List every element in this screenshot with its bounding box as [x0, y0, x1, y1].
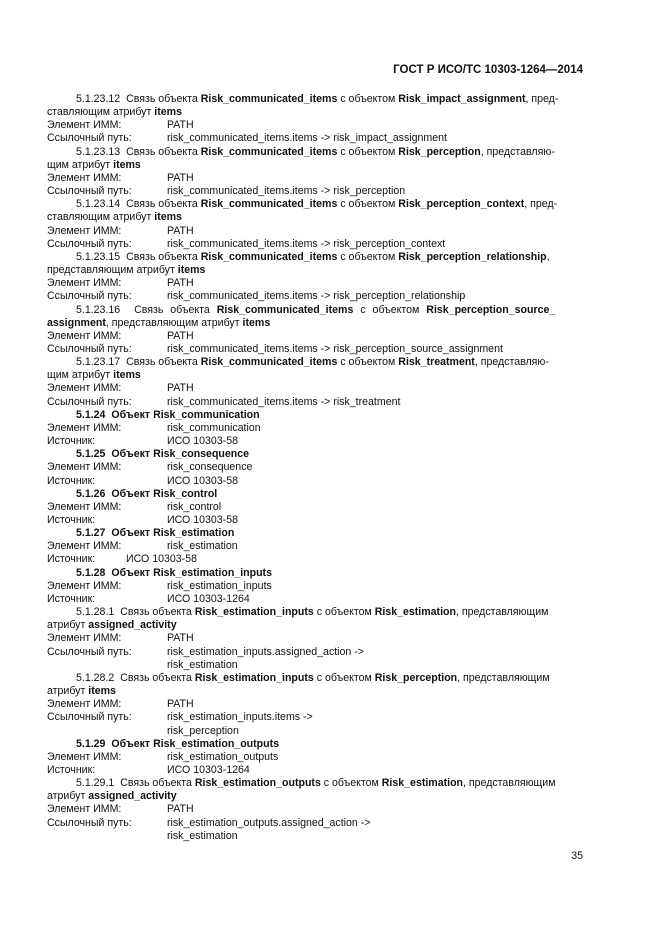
elem-row: Элемент ИММ: risk_communication — [47, 421, 261, 434]
object-heading: 5.1.27 Объект Risk_estimation — [76, 527, 235, 540]
section-heading-cont: атрибут assigned_activity — [47, 619, 177, 632]
elem-row: Элемент ИММ: risk_estimation_outputs — [47, 750, 279, 763]
ref-row-cont: risk_estimation — [167, 829, 238, 842]
section-heading-cont: представляющим атрибут items — [47, 264, 206, 277]
ref-row: Ссылочный путь: risk_communicated_items.items -> risk_treatment — [47, 395, 401, 408]
source-row: Источник: ИСО 10303-58 — [47, 435, 238, 448]
ref-row-cont: risk_estimation — [167, 658, 238, 671]
section-heading: 5.1.23.16 Связь объекта Risk_communicated_items с объектом Risk_perception_source_ — [76, 303, 556, 316]
elem-row: Элемент ИММ: PATH — [47, 277, 194, 290]
object-heading: 5.1.25 Объект Risk_consequence — [76, 448, 250, 461]
ref-row: Ссылочный путь: risk_estimation_inputs.items -> — [47, 711, 313, 724]
ref-row: Ссылочный путь: risk_communicated_items.items -> risk_perception_relationship — [47, 290, 466, 303]
elem-row: Элемент ИММ: PATH — [47, 698, 194, 711]
elem-row: Элемент ИММ: risk_estimation_inputs — [47, 579, 272, 592]
elem-row: Элемент ИММ: PATH — [47, 632, 194, 645]
source-row: Источник: ИСО 10303-58 — [47, 514, 238, 526]
elem-row: Элемент ИММ: PATH — [47, 803, 194, 816]
section-heading-cont: assignment, представляющим атрибут items — [47, 316, 271, 329]
elem-row: Элемент ИММ: risk_control — [47, 500, 222, 513]
section-heading: 5.1.23.14 Связь объекта Risk_communicated_items с объектом Risk_perception_context, пред- — [76, 198, 558, 211]
section-heading: 5.1.23.15 Связь объекта Risk_communicated_items с объектом Risk_perception_relationship, — [76, 250, 550, 263]
section-heading-cont: атрибут items — [47, 685, 116, 698]
section-heading: 5.1.23.12 Связь объекта Risk_communicated_items с объектом Risk_impact_assignment, пред- — [76, 93, 559, 105]
ref-row: Ссылочный путь: risk_communicated_items.items -> risk_impact_assignment — [47, 132, 447, 145]
object-heading: 5.1.26 Объект Risk_control — [76, 487, 218, 500]
elem-row: Элемент ИММ: risk_estimation — [47, 540, 238, 553]
elem-row: Элемент ИММ: PATH — [47, 329, 194, 342]
section-heading: 5.1.23.13 Связь объекта Risk_communicated_items с объектом Risk_perception, представляю- — [76, 145, 555, 158]
section-heading-cont: щим атрибут items — [47, 369, 141, 382]
elem-row: Элемент ИММ: risk_consequence — [47, 461, 253, 474]
section-heading-cont: атрибут assigned_activity — [47, 790, 177, 803]
document-body — [47, 93, 584, 843]
section-heading: 5.1.29.1 Связь объекта Risk_estimation_outputs с объектом Risk_estimation, представляющим — [76, 777, 556, 790]
elem-row: Элемент ИММ: PATH — [47, 119, 194, 132]
page-number: 35 — [571, 850, 583, 862]
ref-row: Ссылочный путь: risk_communicated_items.items -> risk_perception_source_assignment — [47, 342, 503, 355]
elem-row: Элемент ИММ: PATH — [47, 224, 194, 237]
source-row: Источник: ИСО 10303-1264 — [47, 592, 250, 605]
elem-row: Элемент ИММ: PATH — [47, 382, 194, 395]
ref-row: Ссылочный путь: risk_estimation_inputs.assigned_action -> — [47, 645, 364, 658]
section-heading-cont: ставляющим атрибут items — [47, 211, 182, 224]
ref-row: Ссылочный путь: risk_estimation_outputs.assigned_action -> — [47, 816, 371, 829]
source-row: Источник: ИСО 10303-1264 — [47, 763, 250, 776]
object-heading: 5.1.24 Объект Risk_communication — [76, 408, 260, 421]
source-row: Источник: ИСО 10303-58 — [47, 553, 197, 566]
ref-row: Ссылочный путь: risk_communicated_items.items -> risk_perception — [47, 185, 406, 198]
section-heading: 5.1.23.17 Связь объекта Risk_communicated_items с объектом Risk_treatment, представляю- — [76, 356, 549, 369]
source-row: Источник: ИСО 10303-58 — [47, 474, 238, 487]
section-heading: 5.1.28.2 Связь объекта Risk_estimation_inputs с объектом Risk_perception, представляющим — [76, 671, 550, 684]
section-heading: 5.1.28.1 Связь объекта Risk_estimation_inputs с объектом Risk_estimation, представляющим — [76, 606, 549, 619]
ref-row: Ссылочный путь: risk_communicated_items.items -> risk_perception_context — [47, 237, 446, 250]
ref-row-cont: risk_perception — [167, 724, 239, 737]
elem-row: Элемент ИММ: PATH — [47, 171, 194, 184]
object-heading: 5.1.29 Объект Risk_estimation_outputs — [76, 737, 280, 750]
object-heading: 5.1.28 Объект Risk_estimation_inputs — [76, 566, 272, 579]
page-header: ГОСТ Р ИСО/ТС 10303-1264—2014 — [393, 64, 583, 76]
section-heading-cont: ставляющим атрибут items — [47, 106, 182, 119]
section-heading-cont: щим атрибут items — [47, 158, 141, 171]
